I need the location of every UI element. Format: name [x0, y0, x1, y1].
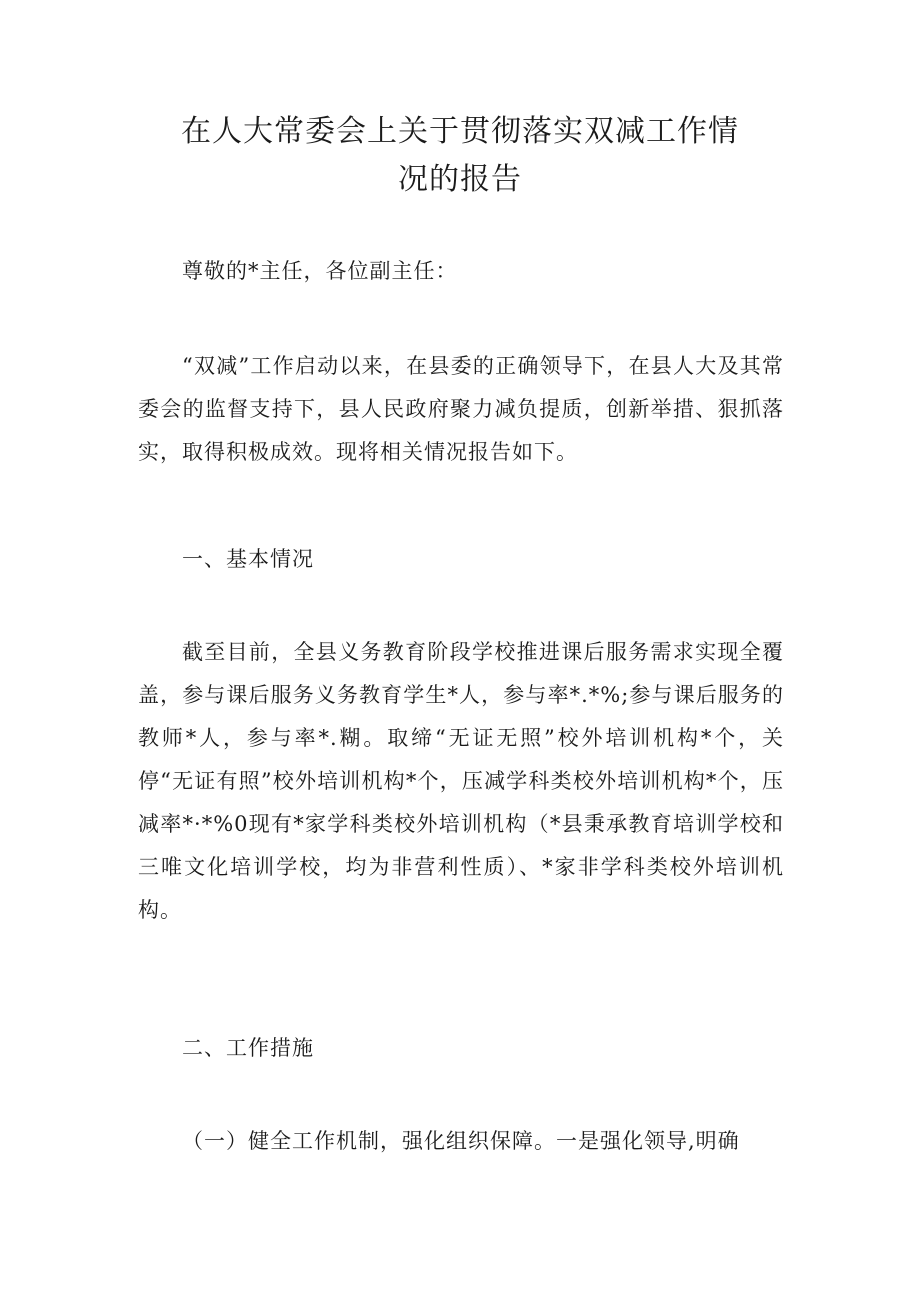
section-heading-basic-situation: 一、基本情况: [182, 547, 314, 571]
section-heading-work-measures: 二、工作措施: [182, 1036, 314, 1060]
document-title: [120, 108, 800, 204]
title-line-2: 况的报告: [398, 162, 522, 197]
section-body-basic-situation: 截至目前，全县义务教育阶段学校推进课后服务需求实现全覆盖，参与课后服务义务教育学生*人，参与率*.*%;参与课后服务的教师*人，参与率*.糊。取缔“无证无照”校外培训机构*个，关停“无证有照”校外培训机构*个，压减学科类校外培训机构*个，压减率*·*%0现有*家学科类校外培训机构（*县秉承教育培训学校和三唯文化培训学校，均为非营利性质）、*家非学科类校外培训机构。: [138, 640, 784, 922]
section-body-work-measures: （一）健全工作机制，强化组织保障。一是强化领导,明确: [182, 1129, 740, 1153]
title-line-1: 在人大常委会上关于贯彻落实双减工作情: [181, 114, 739, 149]
intro-paragraph: “双减”工作启动以来，在县委的正确领导下，在县人大及其常委会的监督支持下，县人民政府聚力减负提质，创新举措、狠抓落实，取得积极成效。现将相关情况报告如下。: [138, 354, 784, 464]
salutation: 尊敬的*主任，各位副主任：: [182, 259, 458, 283]
